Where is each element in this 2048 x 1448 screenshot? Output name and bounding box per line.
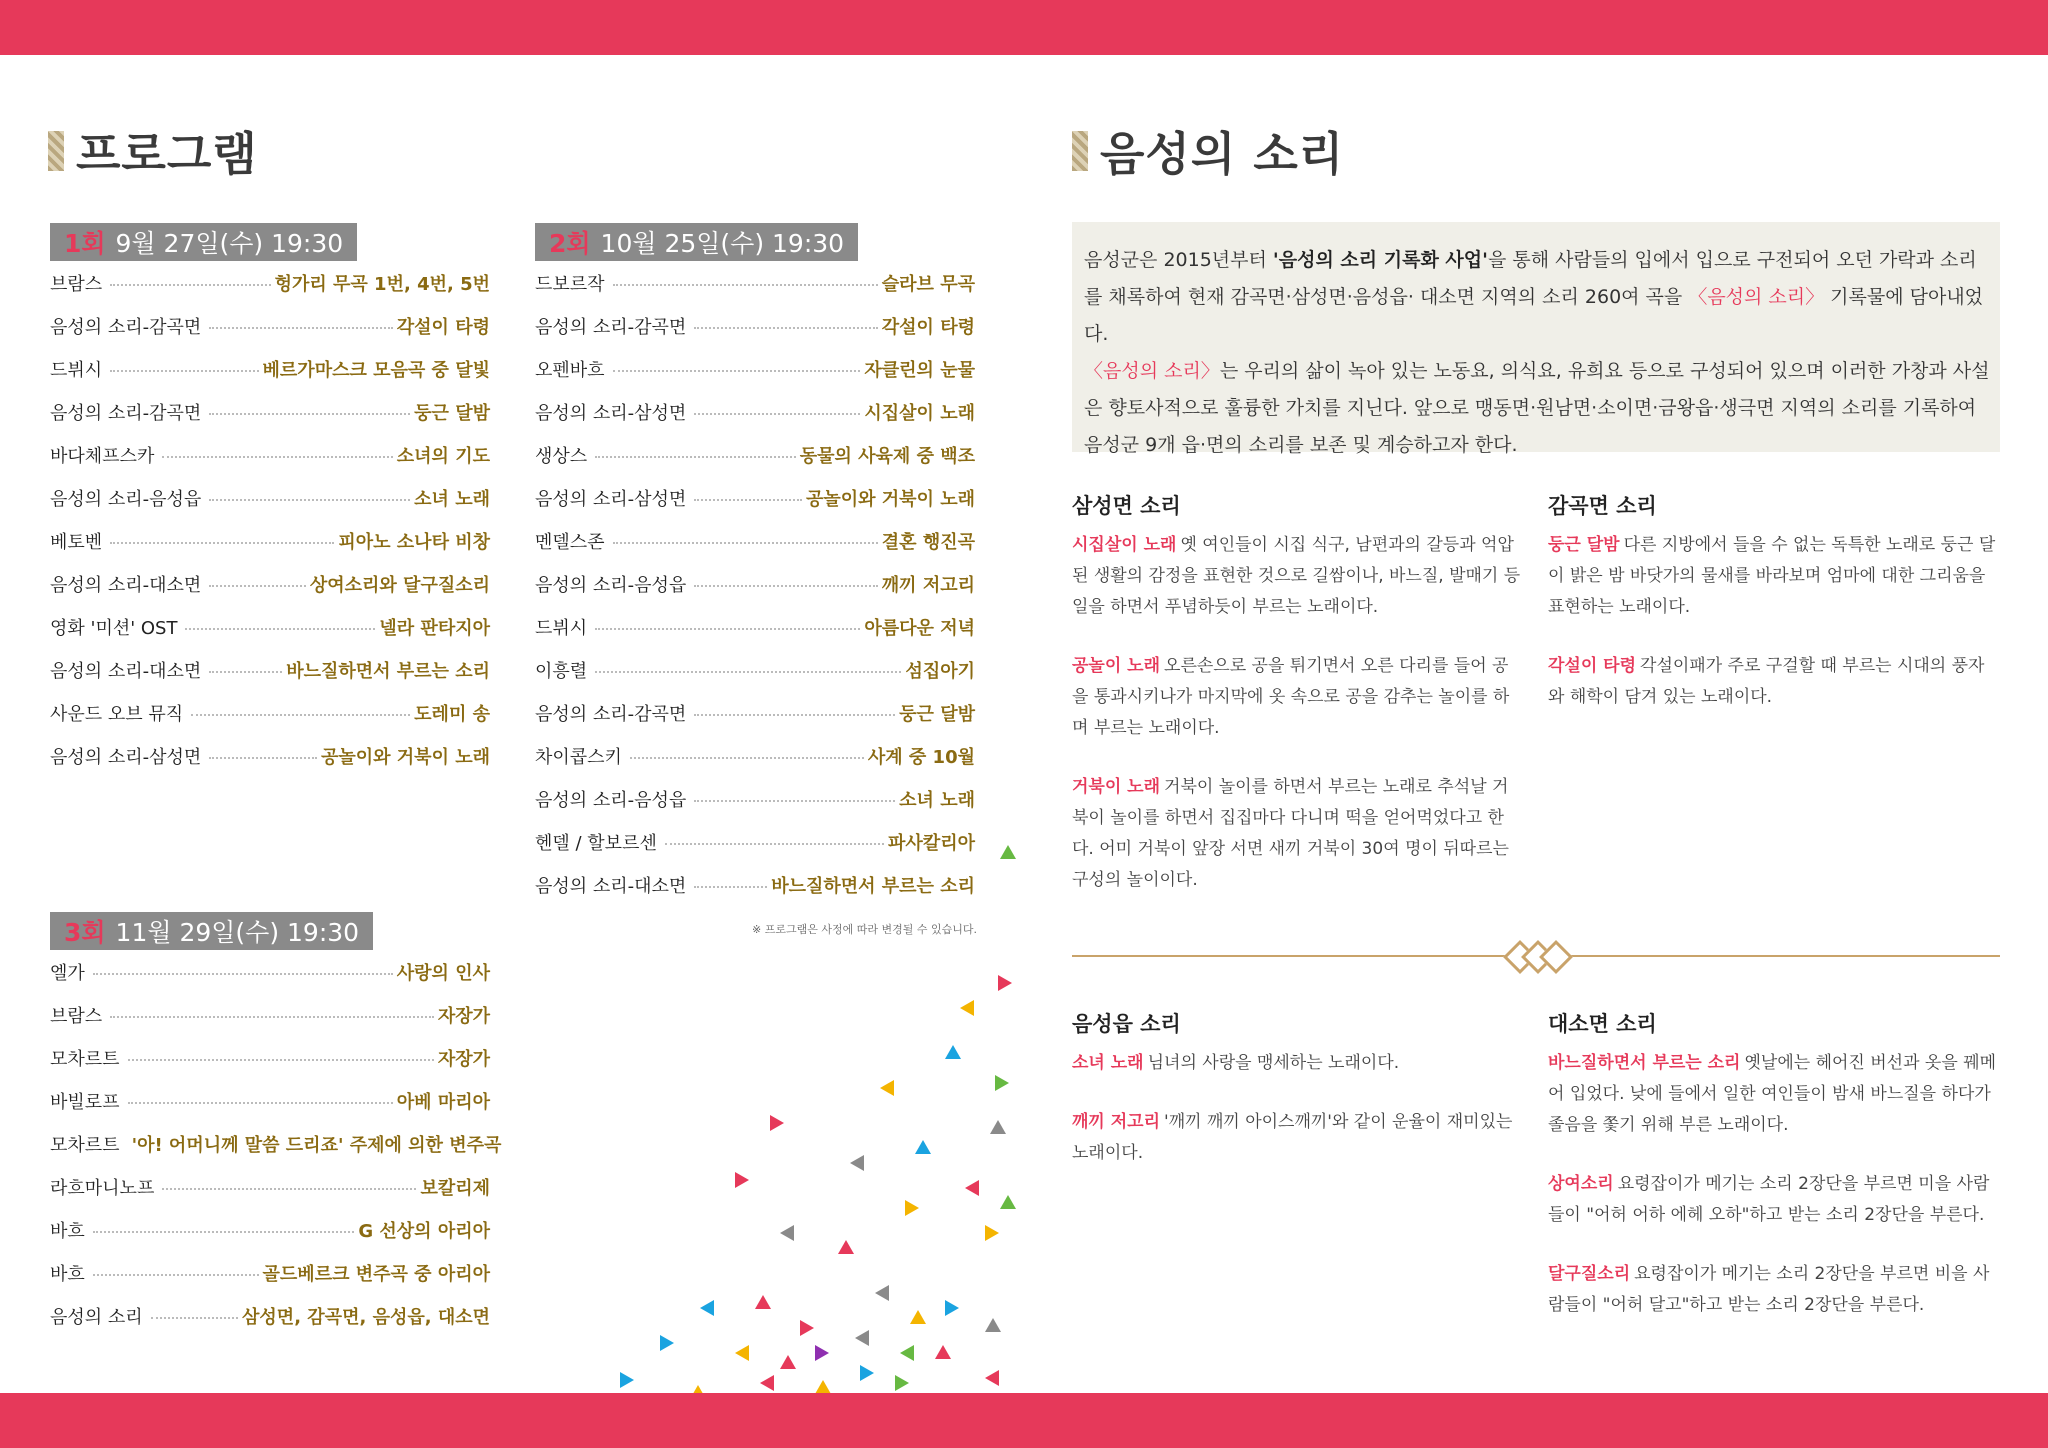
piece: 바느질하면서 부르는 소리	[286, 660, 490, 682]
confetti-triangle	[735, 1172, 749, 1188]
song-desc-block	[1072, 1048, 1524, 1079]
piece: 각설이 타령	[396, 316, 490, 338]
confetti-triangle	[875, 1285, 889, 1301]
dot-leader	[595, 628, 860, 630]
composer: 생상스	[535, 445, 588, 467]
song-name: 공놀이 노래	[1072, 656, 1161, 676]
dot-leader	[694, 585, 877, 587]
intro-s2: '음성의 소리 기록화 사업'	[1272, 249, 1488, 271]
confetti-triangle	[880, 1080, 894, 1096]
piece: 슬라브 무곡	[881, 273, 975, 295]
intro-s3: 을 통해 사람들의 입에서 입으로 구전되어 오던 가락과 소리를 채록하여 현재 감곡면·삼성면·음성읍· 대소면 지역의 소리 260여 곡을	[1084, 249, 1977, 308]
intro-text	[1084, 242, 1990, 464]
confetti-triangle	[620, 1372, 634, 1388]
dot-leader	[93, 1231, 355, 1233]
dot-leader	[209, 413, 410, 415]
confetti-triangle	[780, 1355, 796, 1369]
confetti-triangle	[998, 975, 1012, 991]
song-desc-block	[1548, 1048, 2000, 1141]
program-row	[535, 562, 975, 605]
song-name: 바느질하면서 부르는 소리	[1548, 1053, 1741, 1073]
composer: 드뷔시	[535, 617, 588, 639]
composer: 음성의 소리-대소면	[50, 660, 202, 682]
piece: 소녀 노래	[899, 789, 975, 811]
program-row	[535, 476, 975, 519]
region-eumseong	[1072, 1008, 1524, 1197]
song-desc: '깨끼 깨끼 아이스깨끼'와 같이 운율이 재미있는 노래이다.	[1072, 1112, 1513, 1163]
composer: 이흥렬	[535, 660, 588, 682]
top-band	[0, 0, 2048, 55]
song-name: 깨끼 저고리	[1072, 1112, 1161, 1132]
program-row	[50, 734, 490, 777]
sound-title	[1072, 118, 1344, 184]
region-title: 대소면 소리	[1548, 1012, 1657, 1036]
dot-leader	[613, 370, 861, 372]
composer: 음성의 소리	[50, 1306, 143, 1328]
composer: 음성의 소리-음성읍	[50, 488, 202, 510]
composer: 음성의 소리-음성읍	[535, 574, 687, 596]
piece: 둥근 달밤	[414, 402, 490, 424]
song-desc-block	[1072, 530, 1524, 623]
piece: 바느질하면서 부르는 소리	[771, 875, 975, 897]
dot-leader	[209, 757, 317, 759]
confetti-triangle	[945, 1045, 961, 1059]
concert-2-num: 2회	[549, 229, 591, 258]
confetti-triangle	[770, 1115, 784, 1131]
program-row	[50, 691, 490, 734]
dot-leader	[110, 284, 270, 286]
song-desc-block	[1548, 1169, 2000, 1231]
confetti-triangle	[935, 1345, 951, 1359]
composer: 음성의 소리-대소면	[50, 574, 202, 596]
concert-1-header	[50, 223, 357, 261]
composer: 음성의 소리-감곡면	[535, 703, 687, 725]
confetti-triangle	[895, 1375, 909, 1391]
confetti-triangle	[838, 1240, 854, 1254]
concert-1-date: 9월 27일(수) 19:30	[115, 229, 344, 258]
confetti-triangle	[915, 1140, 931, 1154]
dot-leader	[162, 1188, 416, 1190]
concert-2-list	[535, 261, 975, 906]
confetti-triangle	[755, 1295, 771, 1309]
title-marker-icon	[48, 131, 64, 171]
composer: 음성의 소리-삼성면	[535, 402, 687, 424]
composer: 음성의 소리-음성읍	[535, 789, 687, 811]
concert-3-date: 11월 29일(수) 19:30	[115, 918, 360, 947]
composer: 모차르트	[50, 1048, 120, 1070]
dot-leader	[209, 585, 306, 587]
composer: 브람스	[50, 1005, 103, 1027]
program-title	[48, 118, 258, 184]
song-desc: 요령잡이가 메기는 소리 2장단을 부르면 비을 사람들이 "어허 달고"하고 받는 소리 2장단을 부른다.	[1548, 1264, 1990, 1315]
piece: 골드베르크 변주곡 중 아리아	[262, 1263, 490, 1285]
confetti-triangle	[760, 1375, 774, 1391]
confetti-triangle	[985, 1370, 999, 1386]
program-row	[50, 476, 490, 519]
song-name: 각설이 타령	[1548, 656, 1637, 676]
piece: 공놀이와 거북이 노래	[805, 488, 975, 510]
region-title: 음성읍 소리	[1072, 1012, 1181, 1036]
program-row	[50, 1122, 502, 1165]
confetti-triangle	[855, 1330, 869, 1346]
program-row	[535, 863, 975, 906]
piece: 동물의 사육제 중 백조	[799, 445, 975, 467]
confetti-triangle	[990, 1120, 1006, 1134]
piece: 도레미 송	[414, 703, 490, 725]
song-desc: 거북이 놀이를 하면서 부르는 노래로 추석날 거북이 놀이를 하면서 집집마다 다니며 떡을 얻어먹었다고 한다. 어미 거북이 앞장 서면 새끼 거북이 30여 명이 뒤따르는 구성의 놀이이다.	[1072, 777, 1509, 890]
confetti-triangle	[860, 1365, 874, 1381]
concert-2-header	[535, 223, 858, 261]
piece: 상여소리와 달구질소리	[309, 574, 490, 596]
intro-s4: 〈음성의 소리〉	[1688, 286, 1825, 308]
composer: 라흐마니노프	[50, 1177, 155, 1199]
piece: 피아노 소나타 비창	[338, 531, 490, 553]
region-samseong	[1072, 490, 1524, 924]
composer: 음성의 소리-삼성면	[50, 746, 202, 768]
program-row	[535, 777, 975, 820]
concert-3-num: 3회	[64, 918, 106, 947]
program-row	[535, 605, 975, 648]
composer: 음성의 소리-삼성면	[535, 488, 687, 510]
piece: 자장가	[437, 1005, 490, 1027]
dot-leader	[694, 327, 877, 329]
divider-ornament	[1539, 940, 1573, 974]
confetti-triangle	[910, 1310, 926, 1324]
dot-leader	[595, 456, 796, 458]
intro-s5: 기록물에 담아내었다.	[1084, 286, 1984, 345]
concert-3-list	[50, 950, 502, 1337]
piece: 섬집아기	[905, 660, 975, 682]
piece: 삼성면, 감곡면, 음성읍, 대소면	[242, 1306, 490, 1328]
confetti-triangle	[780, 1225, 794, 1241]
dot-leader	[185, 628, 375, 630]
dot-leader	[209, 327, 392, 329]
confetti-triangle	[945, 1300, 959, 1316]
confetti-triangle	[985, 1318, 1001, 1332]
composer: 드보르작	[535, 273, 605, 295]
program-row	[50, 347, 490, 390]
program-row	[50, 1294, 490, 1337]
program-row	[535, 261, 975, 304]
composer: 영화 '미션' OST	[50, 617, 178, 639]
confetti-triangle	[960, 1000, 974, 1016]
program-note: ※ 프로그램은 사정에 따라 변경될 수 있습니다.	[752, 923, 977, 936]
confetti-triangle	[1000, 1195, 1016, 1209]
program-row	[50, 519, 490, 562]
dot-leader	[694, 499, 802, 501]
concert-1-list	[50, 261, 490, 777]
program-row	[50, 1079, 490, 1122]
song-name: 달구질소리	[1548, 1264, 1631, 1284]
piece: 둥근 달밤	[899, 703, 975, 725]
program-row	[535, 304, 975, 347]
confetti-triangle	[995, 1075, 1009, 1091]
song-name: 거북이 노래	[1072, 777, 1161, 797]
dot-leader	[191, 714, 410, 716]
region-gamgok	[1548, 490, 2000, 741]
piece: 자클린의 눈물	[864, 359, 975, 381]
program-row	[50, 1208, 490, 1251]
intro-s7: 는 우리의 삶이 녹아 있는 노동요, 의식요, 유희요 등으로 구성되어 있으며 이러한 가창과 사설은 향토사적으로 훌륭한 가치를 지닌다. 앞으로 맹동면·원남면·소이면·금왕읍·생극면 지역의 소리를 기록하여 음성군 9개 읍·면의 소리를 보존 및 계승하고자 한다.	[1084, 360, 1990, 456]
piece: '아! 어머니께 말씀 드리죠' 주제에 의한 변주곡	[131, 1134, 502, 1156]
piece: 각설이 타령	[881, 316, 975, 338]
piece: 헝가리 무곡 1번, 4번, 5번	[274, 273, 490, 295]
program-row	[50, 562, 490, 605]
song-name: 소녀 노래	[1072, 1053, 1144, 1073]
dot-leader	[151, 1317, 238, 1319]
dot-leader	[128, 1102, 393, 1104]
piece: 결혼 행진곡	[881, 531, 975, 553]
piece: 아베 마리아	[396, 1091, 490, 1113]
program-row	[50, 1165, 490, 1208]
song-name: 시집살이 노래	[1072, 535, 1177, 555]
composer: 베토벤	[50, 531, 103, 553]
confetti-triangle	[985, 1225, 999, 1241]
song-name: 둥근 달밤	[1548, 535, 1620, 555]
song-desc-block	[1072, 651, 1524, 744]
region-title: 삼성면 소리	[1072, 494, 1181, 518]
dot-leader	[162, 456, 392, 458]
composer: 모차르트	[50, 1134, 120, 1156]
piece: 파사칼리아	[888, 832, 975, 854]
program-row	[50, 648, 490, 691]
piece: 아름다운 저녁	[864, 617, 975, 639]
dot-leader	[93, 1274, 259, 1276]
program-row	[535, 390, 975, 433]
piece: 소녀의 기도	[396, 445, 490, 467]
composer: 엘가	[50, 962, 85, 984]
dot-leader	[110, 1016, 434, 1018]
program-row	[50, 390, 490, 433]
piece: 깨끼 저고리	[881, 574, 975, 596]
program-title-text: 프로그램	[76, 127, 258, 181]
song-desc: 옛 여인들이 시집 식구, 남편과의 갈등과 억압된 생활의 감정을 표현한 것으로 길쌈이나, 바느질, 발매기 등 일을 하면서 푸념하듯이 부르는 노래이다.	[1072, 535, 1521, 617]
dot-leader	[209, 671, 282, 673]
confetti-triangle	[700, 1300, 714, 1316]
concert-1-num: 1회	[64, 229, 106, 258]
confetti-triangle	[1000, 845, 1016, 859]
program-row	[535, 820, 975, 863]
dot-leader	[128, 1059, 434, 1061]
piece: 사랑의 인사	[396, 962, 490, 984]
composer: 헨델 / 할보르센	[535, 832, 657, 854]
program-row	[50, 304, 490, 347]
song-desc: 각설이패가 주로 구걸할 때 부르는 시대의 풍자와 해학이 담겨 있는 노래이다.	[1548, 656, 1985, 707]
program-row	[535, 691, 975, 734]
composer: 음성의 소리-대소면	[535, 875, 687, 897]
program-row	[50, 433, 490, 476]
song-desc: 님녀의 사랑을 맹세하는 노래이다.	[1147, 1053, 1400, 1073]
intro-s1: 음성군은 2015년부터	[1084, 249, 1273, 271]
program-row	[535, 734, 975, 777]
dot-leader	[209, 499, 410, 501]
dot-leader	[613, 284, 878, 286]
composer: 음성의 소리-감곡면	[50, 402, 202, 424]
dot-leader	[694, 800, 895, 802]
piece: 자장가	[437, 1048, 490, 1070]
region-title: 감곡면 소리	[1548, 494, 1657, 518]
composer: 바빌로프	[50, 1091, 120, 1113]
composer: 오펜바흐	[535, 359, 605, 381]
confetti-triangle	[660, 1335, 674, 1351]
piece: 넬라 판타지아	[379, 617, 490, 639]
piece: 시집살이 노래	[864, 402, 975, 424]
composer: 멘델스존	[535, 531, 605, 553]
piece: 소녀 노래	[414, 488, 490, 510]
composer: 바흐	[50, 1263, 85, 1285]
dot-leader	[613, 542, 878, 544]
piece: 보칼리제	[420, 1177, 490, 1199]
dot-leader	[694, 413, 860, 415]
program-row	[50, 993, 490, 1036]
composer: 브람스	[50, 273, 103, 295]
piece: 공놀이와 거북이 노래	[320, 746, 490, 768]
song-desc-block	[1548, 651, 2000, 713]
program-row	[535, 433, 975, 476]
composer: 차이콥스키	[535, 746, 622, 768]
intro-s6: 〈음성의 소리〉	[1084, 360, 1220, 382]
program-row	[50, 1036, 490, 1079]
composer: 음성의 소리-감곡면	[535, 316, 687, 338]
song-desc: 다른 지방에서 들을 수 없는 독특한 노래로 둥근 달이 밝은 밤 바닷가의 물새를 바라보며 엄마에 대한 그리움을 표현하는 노래이다.	[1548, 535, 1996, 617]
piece: 사계 중 10월	[867, 746, 975, 768]
song-desc-block	[1548, 1259, 2000, 1321]
song-desc-block	[1072, 1107, 1524, 1169]
program-row	[50, 1251, 490, 1294]
song-name: 상여소리	[1548, 1174, 1614, 1194]
song-desc-block	[1548, 530, 2000, 623]
confetti-triangle	[900, 1345, 914, 1361]
composer: 드뷔시	[50, 359, 103, 381]
bottom-band	[0, 1393, 2048, 1448]
confetti-triangle	[815, 1380, 831, 1394]
region-daeso	[1548, 1008, 2000, 1349]
title-marker-icon	[1072, 131, 1088, 171]
composer: 사운드 오브 뮤직	[50, 703, 184, 725]
dot-leader	[665, 843, 884, 845]
song-desc-block	[1072, 772, 1524, 896]
concert-3-header	[50, 912, 373, 950]
piece: G 선상의 아리아	[358, 1220, 490, 1242]
confetti-triangle	[735, 1345, 749, 1361]
composer: 바다체프스카	[50, 445, 155, 467]
song-desc: 요령잡이가 메기는 소리 2장단을 부르면 미을 사람들이 "어허 어하 에헤 오하"하고 받는 소리 2장단을 부른다.	[1548, 1174, 1990, 1225]
piece: 베르가마스크 모음곡 중 달빛	[262, 359, 490, 381]
dot-leader	[630, 757, 864, 759]
confetti-triangle	[800, 1320, 814, 1336]
song-desc: 오른손으로 공을 튀기면서 오른 다리를 들어 공을 통과시키나가 마지막에 옷 속으로 공을 감추는 놀이를 하며 부르는 노래이다.	[1072, 656, 1510, 738]
dot-leader	[110, 370, 258, 372]
program-row	[50, 950, 490, 993]
dot-leader	[694, 714, 895, 716]
program-row	[535, 648, 975, 691]
confetti-triangle	[815, 1345, 829, 1361]
song-desc: 옛날에는 헤어진 버선과 옷을 꿰메어 입었다. 낮에 들에서 일한 여인들이 밤새 바느질을 하다가 졸음을 쫓기 위해 부른 노래이다.	[1548, 1053, 1997, 1135]
program-row	[50, 605, 490, 648]
composer: 음성의 소리-감곡면	[50, 316, 202, 338]
program-row	[50, 261, 490, 304]
program-row	[535, 347, 975, 390]
dot-leader	[110, 542, 334, 544]
confetti-triangle	[965, 1180, 979, 1196]
dot-leader	[595, 671, 901, 673]
sound-title-text: 음성의 소리	[1100, 127, 1345, 181]
composer: 바흐	[50, 1220, 85, 1242]
concert-2-date: 10월 25일(수) 19:30	[600, 229, 845, 258]
confetti-triangle	[905, 1200, 919, 1216]
dot-leader	[93, 973, 393, 975]
program-row	[535, 519, 975, 562]
confetti-triangle	[850, 1155, 864, 1171]
dot-leader	[694, 886, 767, 888]
